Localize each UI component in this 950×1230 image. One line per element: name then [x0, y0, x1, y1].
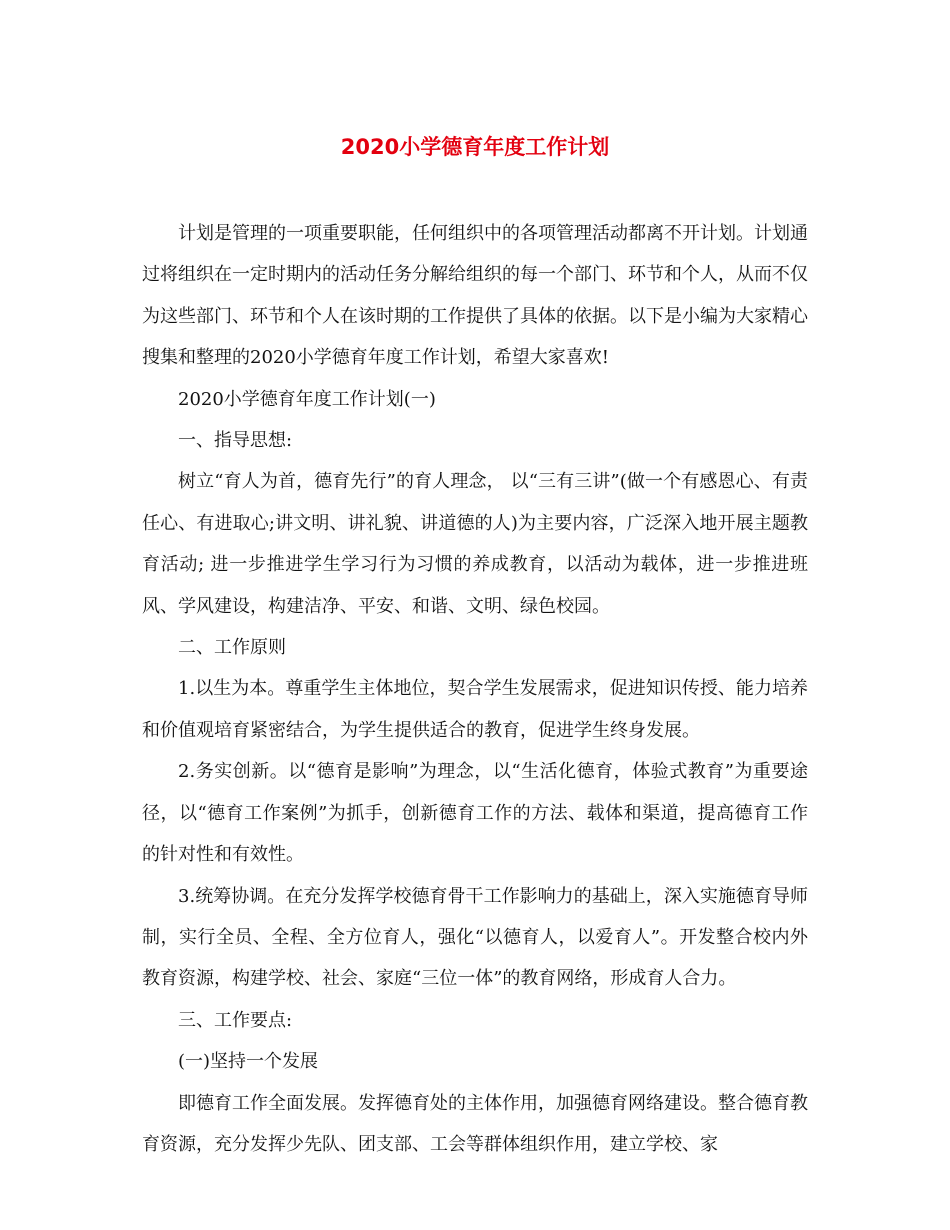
document-title: 2020小学德育年度工作计划 — [340, 135, 610, 159]
section-heading-guiding-thought: 一、指导思想: — [178, 430, 293, 452]
subsection-heading-one-development: (一)坚持一个发展 — [178, 1051, 319, 1073]
principle-2-paragraph: 2.务实创新。以“德育是影响”为理念，以“生活化德育，体验式教育”为重要途径，以“德育工作案例”为抓手，创新德育工作的方法、载体和渠道，提高德育工作的针对性和有效性。 — [142, 761, 808, 866]
section-heading-work-points: 三、工作要点: — [178, 1009, 293, 1031]
document-body — [142, 213, 808, 1165]
one-development-paragraph: 即德育工作全面发展。发挥德育处的主体作用，加强德育网络建设。整合德育教育资源，充分发挥少先队、团支部、工会等群体组织作用，建立学校、家 — [142, 1092, 808, 1155]
guiding-thought-paragraph: 树立“育人为首，德育先行”的育人理念， 以“三有三讲”(做一个有感恩心、有责任心、有进取心;讲文明、讲礼貌、讲道德的人)为主要内容，广泛深入地开展主题教育活动; 进一步推进学生学习行为习惯的养成教育，以活动为载体，进一步推进班风、学风建设，构建洁净、平安、和谐、文明、绿色校园。 — [142, 471, 808, 617]
section-heading-work-principles: 二、工作原则 — [178, 637, 286, 659]
intro-paragraph: 计划是管理的一项重要职能，任何组织中的各项管理活动都离不开计划。计划通过将组织在一定时期内的活动任务分解给组织的每一个部门、环节和个人，从而不仅为这些部门、环节和个人在该时期的工作提供了具体的依据。以下是小编为大家精心搜集和整理的2020小学德育年度工作计划，希望大家喜欢! — [142, 223, 808, 369]
plan-subtitle: 2020小学德育年度工作计划(一) — [178, 388, 436, 410]
principle-1-paragraph: 1.以生为本。尊重学生主体地位，契合学生发展需求，促进知识传授、能力培养和价值观培育紧密结合，为学生提供适合的教育，促进学生终身发展。 — [142, 678, 808, 741]
principle-3-paragraph: 3.统筹协调。在充分发挥学校德育骨干工作影响力的基础上，深入实施德育导师制，实行全员、全程、全方位育人，强化“以德育人，以爱育人”。开发整合校内外教育资源，构建学校、社会、家庭“三位一体”的教育网络，形成育人合力。 — [142, 885, 808, 990]
